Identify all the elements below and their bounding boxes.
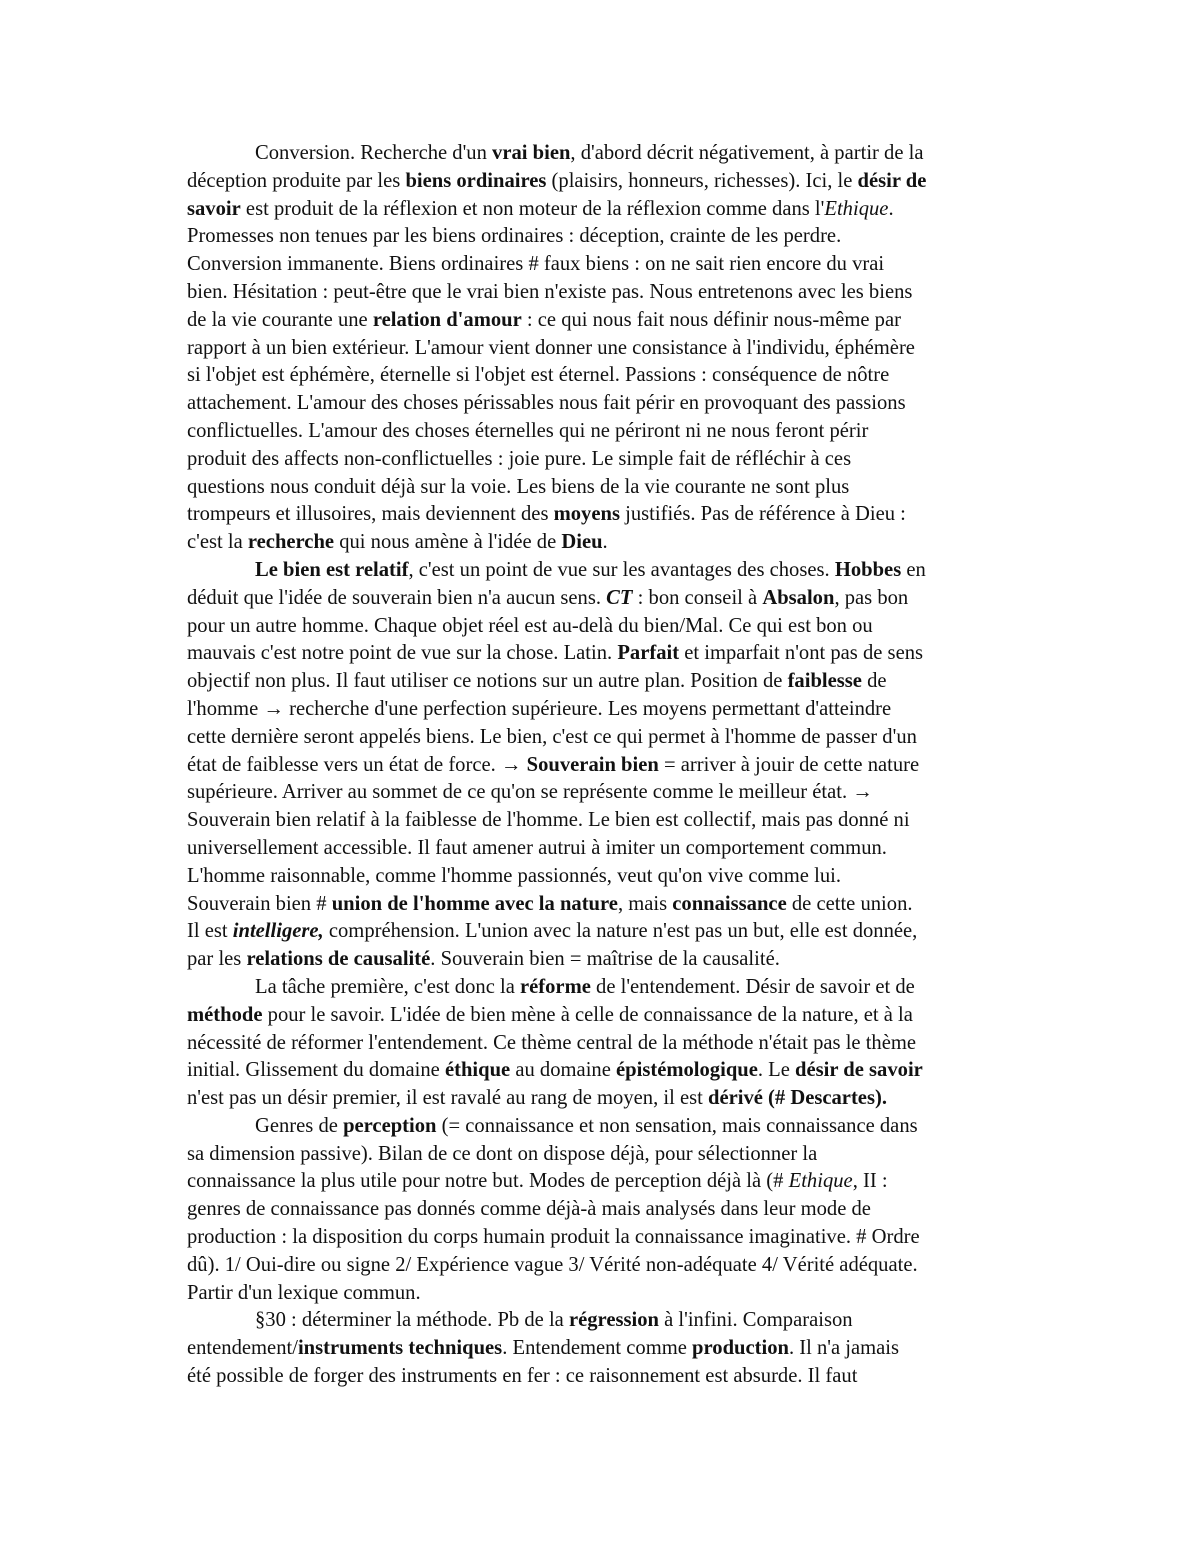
- text-run: , d'abord décrit négativement, à partir de la: [570, 142, 924, 164]
- text-run: Promesses non tenues par les biens ordinaires : déception, crainte de les perdre.: [187, 225, 842, 248]
- emphasized-text: production: [692, 1337, 789, 1360]
- text-run: et imparfait n'ont pas de sens: [679, 642, 924, 665]
- text-run: dû). 1/ Oui-dire ou signe 2/ Expérience vague 3/ Vérité non-adéquate 4/ Vérité adéquate.: [187, 1253, 918, 1276]
- emphasized-text: désir de: [857, 169, 927, 192]
- emphasized-text: recherche: [247, 531, 335, 554]
- text-line: [187, 668, 1017, 696]
- text-run: à l'infini. Comparaison: [658, 1309, 853, 1332]
- text-line: [187, 335, 1017, 363]
- text-line: [187, 1168, 1017, 1196]
- text-run: questions nous conduit déjà sur la voie. Les biens de la vie courante ne sont plus: [187, 475, 850, 498]
- emphasized-text: Ethique: [824, 197, 889, 220]
- text-line: [187, 724, 1017, 752]
- text-run: déduit que l'idée de souverain bien n'a aucun sens.: [187, 586, 607, 609]
- text-run: de cette union.: [786, 892, 913, 915]
- text-run: l'homme → recherche d'une perfection supérieure. Les moyens permettant d'atteindre: [187, 697, 892, 720]
- text-line: [187, 1113, 1017, 1141]
- text-run: déception produite par les: [187, 169, 406, 192]
- text-run: connaissance la plus utile pour notre but. Modes de perception déjà là (#: [187, 1170, 789, 1193]
- emphasized-text: union de l'homme avec la nature: [331, 892, 618, 915]
- text-run: Souverain bien #: [187, 892, 332, 915]
- text-run: bien. Hésitation : peut-être que le vrai bien n'existe pas. Nous entretenons avec les biens: [187, 280, 913, 303]
- emphasized-text: Parfait: [617, 642, 680, 665]
- text-run: de l'entendement. Désir de savoir et de: [590, 975, 915, 998]
- emphasized-text: épistémologique: [616, 1059, 758, 1082]
- text-line: [187, 696, 1017, 724]
- text-run: cette dernière seront appelés biens. Le bien, c'est ce qui permet à l'homme de passer d'un: [187, 725, 917, 748]
- emphasized-text: biens ordinaires: [405, 169, 547, 192]
- text-run: est produit de la réflexion et non moteur de la réflexion comme dans l': [240, 197, 825, 220]
- emphasized-text: relations de causalité: [246, 948, 431, 971]
- text-run: rapport à un bien extérieur. L'amour vient donner une consistance à l'individu, éphémère: [187, 336, 915, 359]
- text-line: [187, 1057, 1017, 1085]
- text-run: trompeurs et illusoires, mais deviennent des: [187, 503, 554, 526]
- text-line: [187, 529, 1017, 557]
- paragraph: [187, 974, 1017, 1113]
- text-run: supérieure. Arriver au sommet de ce qu'on se représente comme le meilleur état. →: [187, 781, 873, 804]
- text-run: Partir d'un lexique commun.: [187, 1281, 421, 1304]
- text-line: [187, 1363, 1017, 1391]
- emphasized-text: Le bien est relatif: [255, 558, 409, 581]
- text-run: entendement/: [187, 1337, 298, 1360]
- text-run: = arriver à jouir de cette nature: [658, 753, 920, 776]
- emphasized-text: méthode: [187, 1003, 263, 1026]
- text-run: . Souverain bien = maîtrise de la causalité.: [430, 948, 780, 971]
- text-line: [187, 1280, 1017, 1308]
- text-line: [187, 807, 1017, 835]
- text-run: sa dimension passive). Bilan de ce dont on dispose déjà, pour sélectionner la: [187, 1142, 818, 1165]
- text-run: .: [888, 197, 894, 220]
- emphasized-text: Dieu: [561, 531, 603, 554]
- document-body: [187, 140, 1017, 1391]
- text-run: , mais: [617, 892, 673, 915]
- text-run: Conversion immanente. Biens ordinaires # faux biens : on ne sait rien encore du vrai: [187, 253, 885, 276]
- text-run: .: [602, 531, 608, 554]
- text-run: L'homme raisonnable, comme l'homme passionnés, veut qu'on vive comme lui.: [187, 864, 841, 887]
- text-line: [187, 474, 1017, 502]
- text-run: : bon conseil à: [632, 586, 763, 609]
- text-run: : ce qui nous fait nous définir nous-même par: [521, 308, 901, 331]
- text-line: [187, 974, 1017, 1002]
- text-run: . Entendement comme: [502, 1337, 693, 1360]
- text-line: [187, 918, 1017, 946]
- text-line: [187, 1002, 1017, 1030]
- emphasized-text: intelligere,: [232, 920, 324, 943]
- text-line: [187, 835, 1017, 863]
- emphasized-text: dérivé (# Descartes).: [708, 1087, 887, 1110]
- emphasized-text: Absalon: [762, 586, 835, 609]
- paragraph: [187, 557, 1017, 974]
- text-run: justifiés. Pas de référence à Dieu :: [619, 503, 906, 526]
- emphasized-text: moyens: [553, 503, 620, 526]
- emphasized-text: connaissance: [672, 892, 787, 915]
- text-run: attachement. L'amour des choses périssables nous fait périr en provoquant des passions: [187, 392, 906, 415]
- text-run: compréhension. L'union avec la nature n'est pas un but, elle est donnée,: [323, 920, 918, 943]
- text-line: [187, 1030, 1017, 1058]
- text-run: . Il n'a jamais: [788, 1337, 900, 1360]
- text-run: par les: [187, 948, 247, 971]
- emphasized-text: éthique: [444, 1059, 511, 1082]
- emphasized-text: perception: [343, 1114, 437, 1137]
- text-run: , c'est un point de vue sur les avantages des choses.: [408, 558, 835, 581]
- text-run: Souverain bien relatif à la faiblesse de l'homme. Le bien est collectif, mais pas donné ni: [187, 809, 910, 832]
- text-run: production : la disposition du corps humain produit la connaissance imaginative. # Ordre: [187, 1226, 920, 1249]
- text-run: Conversion. Recherche d'un: [255, 142, 493, 164]
- emphasized-text: régression: [568, 1309, 659, 1332]
- text-line: [187, 251, 1017, 279]
- emphasized-text: Hobbes: [834, 558, 902, 581]
- text-run: si l'objet est éphémère, éternelle si l'objet est éternel. Passions : conséquence de nôtre: [187, 364, 890, 387]
- emphasized-text: faiblesse: [787, 670, 862, 693]
- text-line: [187, 390, 1017, 418]
- text-run: Genres de: [255, 1114, 344, 1137]
- text-line: [187, 585, 1017, 613]
- emphasized-text: savoir: [187, 197, 241, 220]
- text-run: c'est la: [187, 531, 248, 554]
- text-line: [187, 223, 1017, 251]
- text-run: mauvais c'est notre point de vue sur la chose. Latin.: [187, 642, 618, 665]
- text-run: nécessité de réformer l'entendement. Ce thème central de la méthode n'était pas le thème: [187, 1031, 917, 1054]
- text-run: de la vie courante une: [187, 308, 373, 331]
- text-run: état de faiblesse vers un état de force. →: [187, 753, 527, 776]
- text-run: qui nous amène à l'idée de: [334, 531, 562, 554]
- emphasized-text: instruments techniques: [297, 1337, 503, 1360]
- text-line: [187, 1252, 1017, 1280]
- text-run: été possible de forger des instruments en fer : ce raisonnement est absurde. Il faut: [187, 1365, 858, 1388]
- text-line: [187, 140, 1017, 168]
- text-line: [187, 196, 1017, 224]
- text-line: [187, 752, 1017, 780]
- text-line: [187, 613, 1017, 641]
- text-run: n'est pas un désir premier, il est ravalé au rang de moyen, il est: [187, 1087, 708, 1110]
- text-run: au domaine: [510, 1059, 616, 1082]
- text-run: objectif non plus. Il faut utiliser ce notions sur un autre plan. Position de: [187, 670, 788, 693]
- text-run: pour le savoir. L'idée de bien mène à celle de connaissance de la nature, et à la: [262, 1003, 913, 1026]
- text-line: [187, 1335, 1017, 1363]
- emphasized-text: Ethique: [788, 1170, 853, 1193]
- text-line: [187, 640, 1017, 668]
- text-run: . Le: [757, 1059, 796, 1082]
- text-line: [187, 1085, 1017, 1113]
- text-line: [187, 1196, 1017, 1224]
- text-run: en: [901, 558, 926, 581]
- paragraph: [187, 1113, 1017, 1308]
- emphasized-text: désir de savoir: [795, 1059, 923, 1082]
- emphasized-text: CT: [606, 586, 633, 609]
- text-line: [187, 1307, 1017, 1335]
- text-run: Il est: [187, 920, 233, 943]
- text-run: §30 : déterminer la méthode. Pb de la: [255, 1309, 569, 1332]
- text-run: (= connaissance et non sensation, mais connaissance dans: [436, 1114, 918, 1137]
- paragraph: [187, 1307, 1017, 1390]
- text-line: [187, 446, 1017, 474]
- text-line: [187, 1224, 1017, 1252]
- text-line: [187, 362, 1017, 390]
- text-run: produit des affects non-conflictuelles : joie pure. Le simple fait de réfléchir à ces: [187, 447, 852, 470]
- emphasized-text: Souverain bien: [526, 753, 659, 776]
- text-line: [187, 779, 1017, 807]
- text-run: pour un autre homme. Chaque objet réel est au-delà du bien/Mal. Ce qui est bon ou: [187, 614, 873, 637]
- text-run: universellement accessible. Il faut amener autrui à imiter un comportement commun.: [187, 836, 887, 859]
- text-run: La tâche première, c'est donc la: [255, 975, 520, 998]
- text-run: genres de connaissance pas donnés comme déjà-à mais analysés dans leur mode de: [187, 1198, 871, 1221]
- text-line: [187, 418, 1017, 446]
- paragraph: [187, 140, 1017, 557]
- text-line: [187, 891, 1017, 919]
- text-line: [187, 863, 1017, 891]
- text-run: conflictuelles. L'amour des choses éternelles qui ne périront ni ne nous feront périr: [187, 419, 869, 442]
- text-line: [187, 279, 1017, 307]
- text-line: [187, 307, 1017, 335]
- text-run: de: [861, 670, 887, 693]
- emphasized-text: réforme: [520, 975, 591, 998]
- text-line: [187, 501, 1017, 529]
- text-line: [187, 946, 1017, 974]
- text-line: [187, 168, 1017, 196]
- text-run: initial. Glissement du domaine: [187, 1059, 445, 1082]
- text-run: , pas bon: [834, 586, 909, 609]
- text-run: , II :: [852, 1170, 888, 1193]
- emphasized-text: relation d'amour: [372, 308, 522, 331]
- text-line: [187, 1141, 1017, 1169]
- emphasized-text: vrai bien: [492, 142, 571, 164]
- text-run: (plaisirs, honneurs, richesses). Ici, le: [546, 169, 858, 192]
- text-line: [187, 557, 1017, 585]
